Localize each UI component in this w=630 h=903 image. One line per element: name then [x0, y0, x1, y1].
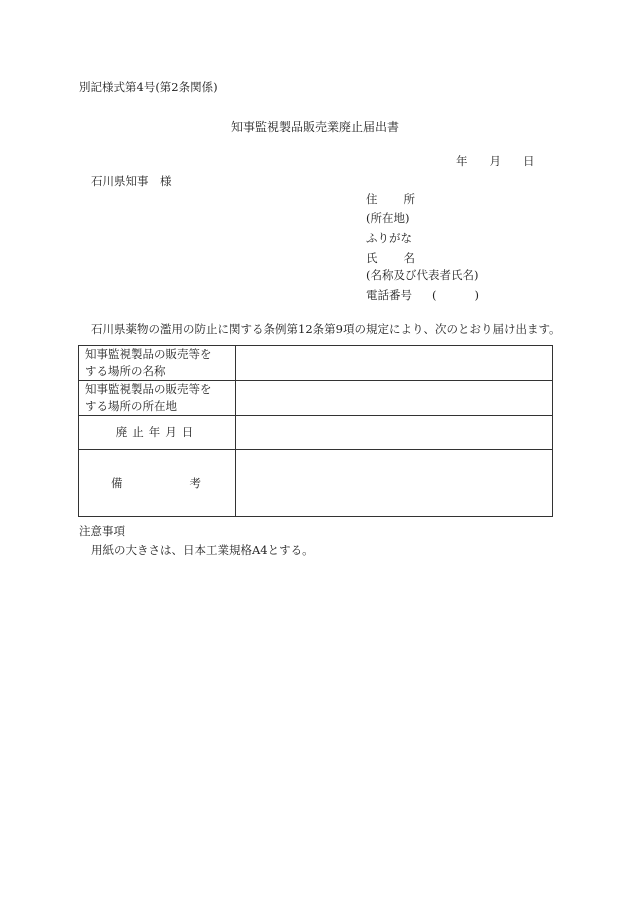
- place-name-value-field[interactable]: [236, 346, 553, 381]
- remarks-label-char-1: 備: [111, 475, 123, 490]
- date-line: [456, 156, 535, 168]
- document-title: 知事監視製品販売業廃止届出書: [230, 120, 399, 134]
- table-row-place-location: [79, 381, 553, 416]
- applicant-office-location-label: (所在地): [366, 211, 410, 225]
- place-location-label-line-2: する場所の所在地: [85, 399, 177, 413]
- phone-label-text: 電話番号: [366, 288, 412, 302]
- remarks-label: [79, 450, 236, 517]
- phone-paren-close: ): [474, 288, 479, 302]
- table-row-closure-date: [79, 416, 553, 450]
- place-name-label: [79, 346, 236, 381]
- name-label-char-1: 氏: [366, 251, 378, 265]
- table-row-remarks: [79, 450, 553, 517]
- date-year-label: 年: [456, 154, 468, 168]
- date-month-label: 月: [489, 154, 501, 168]
- statement-text: 石川県薬物の濫用の防止に関する条例第12条第9項の規定により、次のとおり届け出ます。: [91, 322, 561, 336]
- address-label-char-1: 住: [366, 192, 378, 206]
- notes-heading: 注意事項: [79, 524, 125, 538]
- remarks-value-field[interactable]: [236, 450, 553, 517]
- place-name-label-line-2: する場所の名称: [85, 364, 166, 378]
- closure-date-label-text: 廃止年月日: [115, 425, 199, 439]
- applicant-representative-label: (名称及び代表者氏名): [366, 268, 479, 282]
- notification-table: [78, 345, 553, 517]
- notes-body: 用紙の大きさは、日本工業規格A4とする。: [91, 543, 314, 557]
- closure-date-value-field[interactable]: [236, 416, 553, 450]
- table-row-place-name: [79, 346, 553, 381]
- form-number: 別記様式第4号(第2条関係): [79, 80, 218, 94]
- place-location-value-field[interactable]: [236, 381, 553, 416]
- applicant-furigana-label: ふりがな: [366, 231, 412, 245]
- place-name-label-line-1: 知事監視製品の販売等を: [85, 347, 212, 361]
- remarks-label-char-2: 考: [189, 475, 201, 490]
- date-day-label: 日: [523, 154, 535, 168]
- applicant-address-label: [366, 194, 415, 206]
- address-label-char-2: 所: [403, 192, 415, 206]
- applicant-name-label: [366, 253, 415, 265]
- name-label-char-2: 名: [403, 251, 415, 265]
- phone-paren-open: (: [432, 288, 437, 302]
- closure-date-label: [79, 416, 236, 450]
- place-location-label: [79, 381, 236, 416]
- applicant-phone-label: [366, 290, 479, 302]
- addressee: 石川県知事 様: [91, 174, 172, 188]
- place-location-label-line-1: 知事監視製品の販売等を: [85, 382, 212, 396]
